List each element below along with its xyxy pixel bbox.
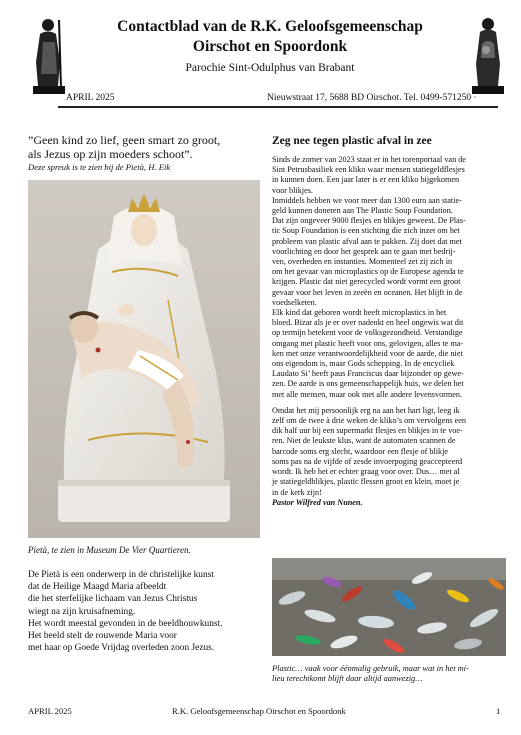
article-line: dik half uur bij een supermarkt flesjes en blikjes in te voe- xyxy=(272,426,463,436)
article-line: bloed. Bizar als je er over nadenkt en heel ongewis wat dit xyxy=(272,318,464,328)
article-line: om het gevaar van microplastics op de Europese agenda te xyxy=(272,267,464,277)
article-line: ken met onze verantwoordelijkheid voor de aarde, die niet xyxy=(272,348,463,358)
article-line: wordt. Ik heb het er echter graag voor over. Dus… met al xyxy=(272,467,460,477)
saint-statue-left-image xyxy=(28,14,70,98)
text-line: wiegt na zijn kruisafneming. xyxy=(28,606,136,617)
text-line: Het beeld stelt de rouwende Maria voor xyxy=(28,631,177,642)
article-line: Laudato Si’ heeft paus Franciscus daar bijzonder op gewe- xyxy=(272,369,464,379)
saint-statue-right-image xyxy=(466,14,508,98)
page-number: 1 xyxy=(496,706,501,716)
pieta-description xyxy=(28,569,268,654)
footer-publisher: R.K. Geloofsgemeenschap Oirschot en Spoordonk xyxy=(172,706,346,716)
header-rule xyxy=(58,106,498,108)
article-line: ren. Niet de leukste klus, want de automaten scannen de xyxy=(272,436,456,446)
text-line: Het wordt meestal gevonden in de beeldhouwkunst. xyxy=(28,618,223,629)
caption-line: lieu terechtkomt blijft daar altijd aanwezig… xyxy=(272,674,423,684)
text-line: dat de Heilige Maagd Maria afbeeldt xyxy=(28,582,167,593)
article-line: met alle mensen, maar ook met alle andere levensvormen. xyxy=(272,389,463,399)
masthead xyxy=(0,0,521,108)
pieta-quote xyxy=(28,133,268,161)
masthead-title-line1: Contactblad van de R.K. Geloofsgemeenschap xyxy=(117,18,423,35)
article-line: barcode soms erg slecht, waardoor een flesje of blikje xyxy=(272,446,449,456)
masthead-title-line2: Oirschot en Spoordonk xyxy=(192,38,348,55)
plastic-waste-image xyxy=(272,558,506,656)
article-line: in de kerk zijn! xyxy=(272,487,322,497)
pieta-photo xyxy=(28,180,260,538)
article-line: Sinds de zomer van 2023 staat er in het torenportaal van de xyxy=(272,155,466,164)
pieta-statue-image xyxy=(28,180,260,538)
article-line: Omdat het mij persoonlijk erg na aan het hart ligt, leeg ik xyxy=(272,405,460,415)
quote-line: ”Geen kind zo lief, geen smart zo groot, xyxy=(28,133,221,147)
parish-address: Nieuwstraat 17, 5688 BD Oirschot. Tel. 0499-571250 · xyxy=(267,93,477,103)
article-line: voor blikjes. xyxy=(272,185,313,195)
article-line: omgang met plastic heeft voor ons, gelovigen, alles te ma- xyxy=(272,338,464,348)
quote-line: als Jezus op zijn moeders schoot”. xyxy=(28,147,193,161)
article-line: voedselketen. xyxy=(272,297,317,307)
article-line: op termijn betekent voor de volksgezondheid. Verstandige xyxy=(272,328,463,338)
article-line: geld kunnen doneren aan The Plastic Soup Foundation. xyxy=(272,206,453,216)
article-line: Sint Petrusbasiliek een kliko waar mensen statiegeldflesjes xyxy=(272,165,465,175)
article-line: soms pas na de vijfde of zesde invoerpoging geaccepteerd xyxy=(272,456,463,466)
article-line: ven, overheden en instanties. Momenteel zet zij zich in xyxy=(272,257,453,267)
article-line: gevaar voor het leven in zeeën en oceanen. Het blijft in de xyxy=(272,287,463,297)
article-line: Dat zijn ongeveer 9000 flesjes en blikjes geweest. De Plas- xyxy=(272,216,466,226)
pieta-photo-caption: Pietà, te zien in Museum De Vier Quartieren. xyxy=(28,545,191,555)
text-line: die het sterfelijke lichaam van Jezus Christus xyxy=(28,594,198,605)
text-line: De Pietà is een onderwerp in de christelijke kunst xyxy=(28,570,214,580)
footer-date: APRIL 2025 xyxy=(28,706,72,716)
caption-line: Plastic… vaak voor éénmalig gebruik, maar wat in het mi- xyxy=(272,664,469,673)
article-line: ons eigendom is, maar Gods schepping. In de encycliek xyxy=(272,359,455,369)
article-line: zen. De aarde is ons gemeenschappelijk huis, we delen het xyxy=(272,379,464,389)
article-body xyxy=(272,155,506,508)
article-line: in kunnen doen. Een jaar later is er een kliko bijgekomen xyxy=(272,175,460,185)
plastic-photo-caption xyxy=(272,664,508,685)
article-line: voorlichting en door het gesprek aan te gaan met bedrij- xyxy=(272,246,456,256)
article-line: je statiegeldblikjes, plastic flessen groot en klein, moet je xyxy=(272,477,460,487)
article-line: krijgen. Plastic dat niet gerecycled wordt vormt een groot xyxy=(272,277,461,287)
article-line: Elk kind dat geboren wordt heeft microplastics in het xyxy=(272,308,447,318)
plastic-waste-photo xyxy=(272,558,506,656)
masthead-subtitle: Parochie Sint-Odulphus van Brabant xyxy=(185,62,355,74)
article-signature: Pastor Wilfred van Nunen. xyxy=(272,497,363,507)
text-line: met haar op Goede Vrijdag overleden zoon Jezus. xyxy=(28,643,215,654)
quote-caption: Deze spreuk is te zien bij de Pietà, H. Eik xyxy=(28,162,171,172)
article-title: Zeg nee tegen plastic afval in zee xyxy=(272,135,432,147)
article-line: tic Soup Foundation is een stichting die zich inzet om het xyxy=(272,226,460,236)
issue-date: APRIL 2025 xyxy=(66,93,115,103)
article-line: probleem van plastic afval aan te pakken. Zij doet dat met xyxy=(272,236,462,246)
article-line: Inmiddels hebben we voor meer dan 1300 euro aan statie- xyxy=(272,195,462,205)
article-line: zelf om de twee à drie weken de kliko’s om vervolgens een xyxy=(272,416,466,426)
